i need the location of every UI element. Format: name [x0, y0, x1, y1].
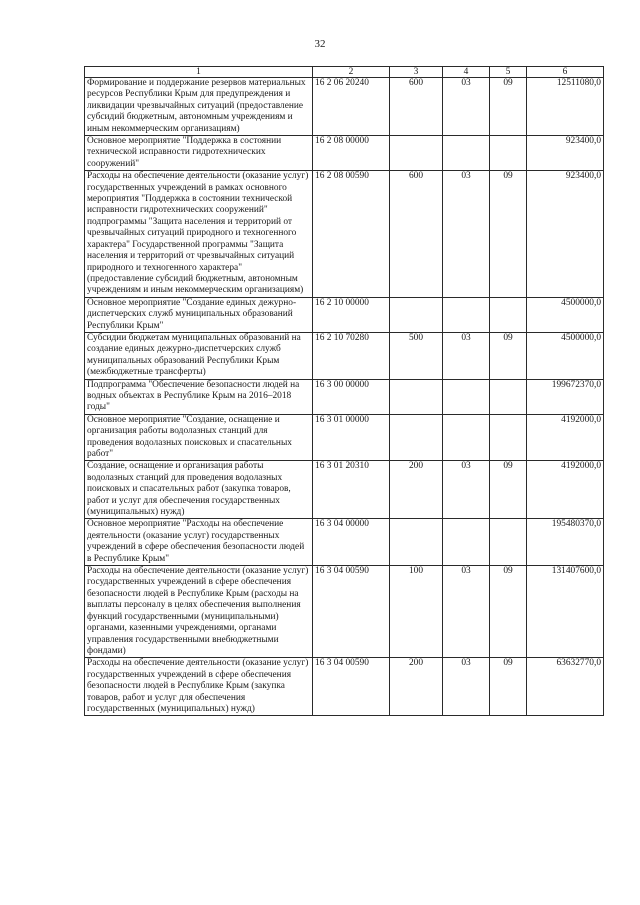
row-expense-type: 600	[390, 78, 443, 136]
row-subsection	[490, 379, 527, 414]
row-code: 16 3 04 00000	[313, 519, 390, 566]
row-expense-type: 200	[390, 658, 443, 716]
row-code: 16 3 04 00590	[313, 658, 390, 716]
row-expense-type	[390, 379, 443, 414]
row-code: 16 2 08 00590	[313, 171, 390, 297]
table-row	[85, 78, 604, 136]
row-code: 16 3 00 00000	[313, 379, 390, 414]
row-subsection	[490, 519, 527, 566]
table-row	[85, 461, 604, 519]
row-name: Создание, оснащение и организация работы водолазных станций для проведения водолазных поисковых и спасательных работ (закупка товаров, работ и услуг для обеспечения государственных (муниципальных) нужд)	[85, 461, 313, 519]
row-code: 16 2 10 70280	[313, 332, 390, 379]
row-amount: 923400,0	[527, 136, 604, 171]
row-subsection: 09	[490, 658, 527, 716]
table-row	[85, 332, 604, 379]
row-expense-type: 500	[390, 332, 443, 379]
row-amount: 131407600,0	[527, 566, 604, 658]
row-name: Расходы на обеспечение деятельности (оказание услуг) государственных учреждений в сфере обеспечения безопасности людей в Республике Крым (расходы на выплаты персоналу в целях обеспечения выполнения функций государственными (муниципальными) органами, казенными учреждениями, органами управления государственными внебюджетными фондами)	[85, 566, 313, 658]
row-amount: 4192000,0	[527, 414, 604, 461]
header-col-5: 5	[490, 67, 527, 78]
row-section: 03	[443, 461, 490, 519]
row-amount: 199672370,0	[527, 379, 604, 414]
row-code: 16 3 04 00590	[313, 566, 390, 658]
table-row	[85, 566, 604, 658]
row-amount: 63632770,0	[527, 658, 604, 716]
row-section: 03	[443, 332, 490, 379]
row-name: Основное мероприятие "Создание, оснащение и организация работы водолазных станций для проведения водолазных поисковых и спасательных работ"	[85, 414, 313, 461]
row-subsection: 09	[490, 566, 527, 658]
row-subsection: 09	[490, 78, 527, 136]
row-expense-type: 200	[390, 461, 443, 519]
row-section: 03	[443, 566, 490, 658]
row-name: Основное мероприятие "Поддержка в состоянии технической исправности гидротехнических сооружений"	[85, 136, 313, 171]
page-number: 32	[314, 38, 326, 50]
row-name: Основное мероприятие "Создание единых дежурно-диспетчерских служб муниципальных образований Республики Крым"	[85, 297, 313, 332]
row-name: Формирование и поддержание резервов материальных ресурсов Республики Крым для предупреждения и ликвидации чрезвычайных ситуаций (предоставление субсидий бюджетным, автономным учреждениям и иным некоммерческим организациям)	[85, 78, 313, 136]
row-section	[443, 519, 490, 566]
row-subsection: 09	[490, 332, 527, 379]
row-subsection	[490, 414, 527, 461]
table-row	[85, 658, 604, 716]
row-name: Расходы на обеспечение деятельности (оказание услуг) государственных учреждений в сфере обеспечения безопасности людей в Республике Крым (закупка товаров, работ и услуг для обеспечения государственных (муниципальных) нужд)	[85, 658, 313, 716]
row-name: Расходы на обеспечение деятельности (оказание услуг) государственных учреждений в рамках основного мероприятия "Поддержка в состоянии технической исправности гидротехнических сооружений" подпрограммы "Защита населения и территорий от чрезвычайных ситуаций природного и техногенного характера" Государственной программы "Защита населения и территорий от чрезвычайных ситуаций природного и техногенного характера" (предоставление субсидий бюджетным, автономным учреждениям и иным некоммерческим организациям)	[85, 171, 313, 297]
row-code: 16 2 08 00000	[313, 136, 390, 171]
row-code: 16 3 01 20310	[313, 461, 390, 519]
row-amount: 923400,0	[527, 171, 604, 297]
row-section: 03	[443, 171, 490, 297]
row-code: 16 2 06 20240	[313, 78, 390, 136]
row-expense-type: 100	[390, 566, 443, 658]
budget-table	[84, 66, 604, 716]
row-code: 16 3 01 00000	[313, 414, 390, 461]
row-section	[443, 297, 490, 332]
table-row	[85, 379, 604, 414]
table-row	[85, 519, 604, 566]
table-row	[85, 297, 604, 332]
row-section	[443, 379, 490, 414]
row-name: Подпрограмма "Обеспечение безопасности людей на водных объектах в Республике Крым на 2016–2018 годы"	[85, 379, 313, 414]
row-amount: 4500000,0	[527, 297, 604, 332]
row-amount: 195480370,0	[527, 519, 604, 566]
table-row	[85, 414, 604, 461]
row-amount: 4500000,0	[527, 332, 604, 379]
table-row	[85, 136, 604, 171]
row-expense-type	[390, 136, 443, 171]
row-section: 03	[443, 658, 490, 716]
row-section	[443, 136, 490, 171]
row-subsection: 09	[490, 171, 527, 297]
header-col-4: 4	[443, 67, 490, 78]
row-subsection	[490, 297, 527, 332]
row-expense-type	[390, 414, 443, 461]
table-header-row	[85, 67, 604, 78]
row-code: 16 2 10 00000	[313, 297, 390, 332]
row-expense-type: 600	[390, 171, 443, 297]
header-col-6: 6	[527, 67, 604, 78]
row-expense-type	[390, 297, 443, 332]
row-expense-type	[390, 519, 443, 566]
row-name: Основное мероприятие "Расходы на обеспечение деятельности (оказание услуг) государственных учреждений в сфере обеспечения безопасности людей в Республике Крым"	[85, 519, 313, 566]
row-amount: 4192000,0	[527, 461, 604, 519]
row-subsection: 09	[490, 461, 527, 519]
table-row	[85, 171, 604, 297]
header-col-1: 1	[85, 67, 313, 78]
row-name: Субсидии бюджетам муниципальных образований на создание единых дежурно-диспетчерских служб муниципальных образований Республики Крым (межбюджетные трансферты)	[85, 332, 313, 379]
row-section: 03	[443, 78, 490, 136]
header-col-2: 2	[313, 67, 390, 78]
row-amount: 12511080,0	[527, 78, 604, 136]
row-subsection	[490, 136, 527, 171]
header-col-3: 3	[390, 67, 443, 78]
row-section	[443, 414, 490, 461]
